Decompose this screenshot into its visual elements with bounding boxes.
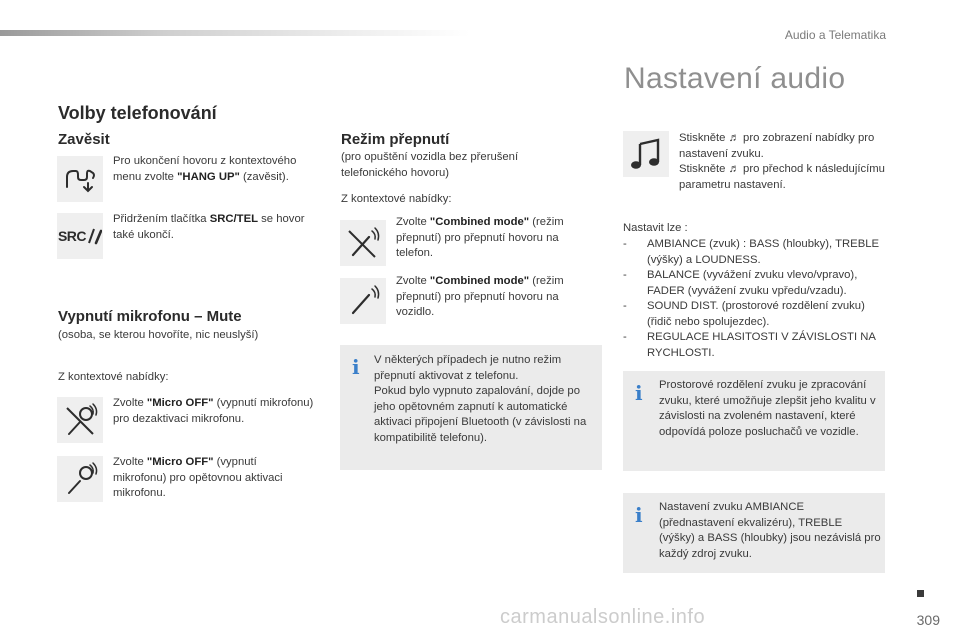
mic-on-icon-box <box>57 456 103 502</box>
combined-p1-post: (režim přepnutí) pro přepnutí hovoru na telefon. <box>396 216 564 259</box>
sound-dist-info-box <box>623 371 885 471</box>
settings-list-heading: Nastavit lze : <box>623 222 688 234</box>
hangup-p1-post: (zavěsit). <box>239 170 289 183</box>
mute-p1-bold: "Micro OFF" <box>146 397 214 409</box>
combined-p2-bold: "Combined mode" <box>429 275 530 287</box>
ambiance-info-text: Nastavení zvuku AMBIANCE (přednastavení ekvalizéru), TREBLE (výšky) a BASS (hloubky) jsou nezávislá pro každý zdroj zvuku. <box>659 501 881 560</box>
info-icon: i <box>635 503 643 527</box>
mute-p1-post: (vypnutí mikrofonu) pro dezaktivaci mikrofonu. <box>113 397 314 425</box>
header-gradient-bar <box>0 30 470 36</box>
music-note-icon <box>628 136 664 172</box>
watermark: carmanualsonline.info <box>500 606 706 628</box>
hangup-p2-bold: SRC/TEL <box>209 213 259 225</box>
settings-list-item: - SOUND DIST. (prostorové rozdělení zvuku) (řidič nebo spolujezdec). <box>623 299 888 330</box>
hangup-heading: Zavěsit <box>58 131 110 148</box>
combined-text-1 <box>396 215 596 262</box>
src-tel-icon-box <box>57 213 103 259</box>
mute-p2-bold: "Micro OFF" <box>146 456 214 468</box>
combined-mode-heading: Režim přepnutí <box>341 131 450 148</box>
mute-context-label: Z kontextové nabídky: <box>58 371 169 383</box>
mute-subheading: (osoba, se kterou hovoříte, nic neuslyší) <box>58 329 259 341</box>
hangup-p1-pre: Pro ukončení hovoru z kontextového menu zvolte <box>113 155 297 183</box>
intro2-pre: Stiskněte <box>679 163 729 175</box>
hangup-p1-bold: "HANG UP" <box>177 170 240 183</box>
intro1-post: pro zobrazení nabídky pro nastavení zvuku. <box>679 132 875 160</box>
settings-list <box>623 237 888 361</box>
intro1-pre: Stiskněte <box>679 132 729 144</box>
car-handset-icon-box <box>340 278 386 324</box>
mute-heading: Vypnutí mikrofonu – Mute <box>58 308 242 325</box>
audio-settings-title: Nastavení audio <box>624 62 846 95</box>
mic-off-icon <box>60 400 100 440</box>
hangup-text-2 <box>113 212 313 243</box>
info-icon: i <box>635 381 643 405</box>
combined-context-label: Z kontextové nabídky: <box>341 193 452 205</box>
mic-off-icon-box <box>57 397 103 443</box>
audio-intro-text <box>679 131 889 193</box>
src-slash-handset-icon <box>86 227 102 245</box>
music-note-inline-icon: ♬ <box>728 132 740 144</box>
hangup-icon-box <box>57 156 103 202</box>
mute-p2-pre: Zvolte <box>113 456 147 468</box>
handset-icon-box <box>340 220 386 266</box>
hang-up-icon <box>60 159 100 199</box>
music-icon-box <box>623 131 669 177</box>
mute-text-2 <box>113 455 313 502</box>
combined-text-2 <box>396 274 596 321</box>
combined-info-text: V některých případech je nutno režim přepnutí aktivovat z telefonu. Pokud bylo vypnuto zapalování, dojde po jeho opětovném zapnutí k automatické aktivaci připojení Bluetooth (v závislosti na kompatibilitě telefonu). <box>374 354 587 444</box>
mute-p1-pre: Zvolte <box>113 397 147 409</box>
page-marker <box>917 590 924 597</box>
car-handset-icon <box>343 281 383 321</box>
settings-list-item: - AMBIANCE (zvuk) : BASS (hloubky), TREBLE (výšky) a LOUDNESS. <box>623 237 888 268</box>
hangup-text-1 <box>113 154 318 185</box>
settings-list-item: - REGULACE HLASITOSTI V ZÁVISLOSTI NA RYCHLOSTI. <box>623 330 888 361</box>
mic-on-icon <box>60 459 100 499</box>
phone-options-title: Volby telefonování <box>58 103 217 123</box>
mute-p2-post: (vypnutí mikrofonu) pro opětovnou aktivaci mikrofonu. <box>113 456 283 499</box>
combined-p1-bold: "Combined mode" <box>429 216 530 228</box>
hangup-p2-pre: Přidržením tlačítka <box>113 213 210 225</box>
combined-p1-pre: Zvolte <box>396 216 430 228</box>
music-note-inline-icon-2: ♬ <box>728 163 740 175</box>
mute-text-1 <box>113 396 323 427</box>
ambiance-info-box <box>623 493 885 573</box>
phone-handset-icon <box>343 223 383 263</box>
sound-dist-info-text: Prostorové rozdělení zvuku je zpracování zvuku, které umožňuje zlepšit jeho kvalitu v závislosti na zvoleném nastavení, které odpovídá poloze posluchačů ve vozidle. <box>659 379 876 438</box>
intro2-post: pro přechod k následujícímu parametru nastavení. <box>679 163 885 191</box>
src-label: SRC <box>57 228 87 244</box>
hangup-p2-post: se hovor také ukončí. <box>113 213 305 241</box>
combined-p2-pre: Zvolte <box>396 275 430 287</box>
src-tel-icon <box>58 227 102 245</box>
page-number: 309 <box>916 612 940 628</box>
settings-list-item: - BALANCE (vyvážení zvuku vlevo/vpravo), FADER (vyvážení zvuku vpředu/vzadu). <box>623 268 888 299</box>
combined-mode-subheading: (pro opuštění vozidla bez přerušení telefonického hovoru) <box>341 151 519 179</box>
combined-info-box <box>340 345 602 470</box>
combined-p2-post: (režim přepnutí) pro přepnutí hovoru na vozidlo. <box>396 275 564 318</box>
info-icon: i <box>352 355 360 379</box>
section-header: Audio a Telematika <box>784 28 886 42</box>
